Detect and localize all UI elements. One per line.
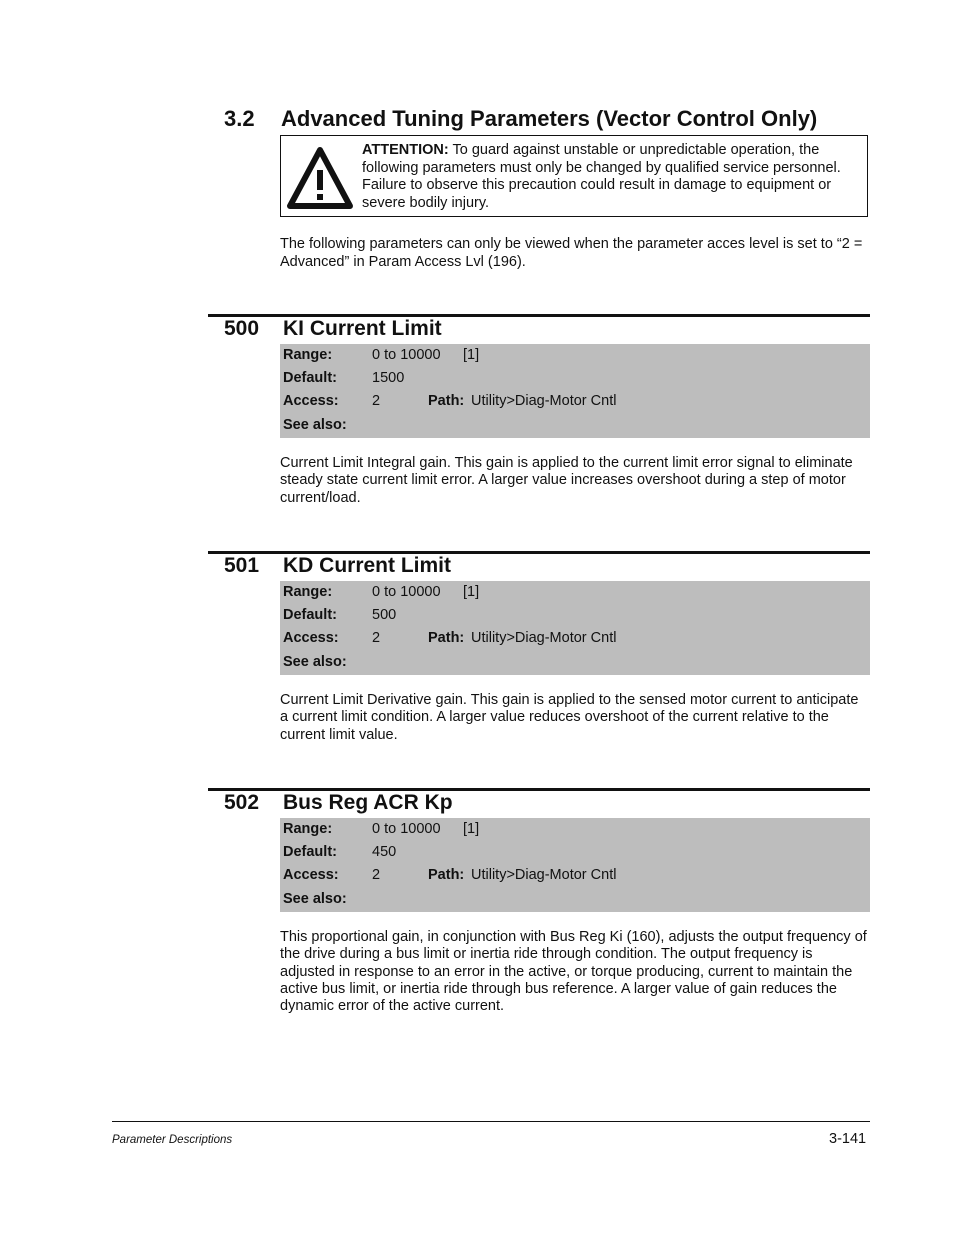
attention-text (362, 142, 862, 212)
range-value: 0 to 10000 (372, 821, 441, 837)
range-units: [1] (463, 347, 480, 363)
access-value: 2 (372, 630, 381, 646)
access-value: 2 (372, 867, 381, 883)
range-label: Range: (283, 584, 333, 600)
path-label: Path: (428, 867, 465, 883)
default-label: Default: (283, 844, 337, 860)
range-value: 0 to 10000 (372, 347, 441, 363)
intro-paragraph: The following parameters can only be viewed when the parameter acces level is set to “2 = Advanced” in Param Access Lvl (196). (280, 236, 863, 270)
parameter-description: This proportional gain, in conjunction with Bus Reg Ki (160), adjusts the output frequency of the drive during a bus limit or inertia ride through condition. The output frequency is adjusted in response to an error in the active, or torque producing, current to maintain the active bus limit, or inertia ride through bus reference. A larger value of gain reduces the dynamic error of the active current. (280, 929, 867, 1015)
footer-section-title: Parameter Descriptions (112, 1134, 233, 1146)
default-value: 1500 (372, 370, 405, 386)
path-label: Path: (428, 630, 465, 646)
parameter-description: Current Limit Integral gain. This gain is applied to the current limit error signal to eliminate steady state current limit error. A larger value increases overshoot during a step of motor current/load. (280, 455, 853, 506)
parameter-info-table (280, 818, 870, 912)
attention-message: To guard against unstable or unpredictable operation, the following parameters must only be changed by qualified service personnel. Failure to observe this precaution could result in damage to equipment or severe bodily injury. (362, 142, 841, 211)
default-label: Default: (283, 607, 337, 623)
see-also-label: See also: (283, 654, 347, 670)
parameter-number: 502 (224, 791, 260, 814)
default-label: Default: (283, 370, 337, 386)
range-units: [1] (463, 821, 480, 837)
range-units: [1] (463, 584, 480, 600)
parameter-name: Bus Reg ACR Kp (283, 791, 453, 814)
access-label: Access: (283, 867, 339, 883)
access-value: 2 (372, 393, 381, 409)
default-value: 450 (372, 844, 397, 860)
footer-rule (112, 1121, 870, 1122)
attention-box (280, 135, 868, 217)
path-value: Utility>Diag-Motor Cntl (471, 393, 617, 409)
parameter-name: KD Current Limit (283, 554, 451, 577)
attention-label: ATTENTION: (362, 142, 449, 158)
access-label: Access: (283, 630, 339, 646)
page-number: 3-141 (829, 1131, 867, 1147)
access-label: Access: (283, 393, 339, 409)
see-also-label: See also: (283, 417, 347, 433)
range-label: Range: (283, 347, 333, 363)
see-also-label: See also: (283, 891, 347, 907)
default-value: 500 (372, 607, 397, 623)
parameter-info-table (280, 344, 870, 438)
warning-triangle-icon (285, 144, 355, 212)
parameter-description: Current Limit Derivative gain. This gain is applied to the sensed motor current to anticipate a current limit condition. A larger value reduces overshoot of the current relative to the current limit value. (280, 692, 859, 743)
range-value: 0 to 10000 (372, 584, 441, 600)
section-title: Advanced Tuning Parameters (Vector Control Only) (281, 106, 818, 131)
parameter-number: 501 (224, 554, 260, 577)
parameter-number: 500 (224, 317, 260, 340)
path-value: Utility>Diag-Motor Cntl (471, 867, 617, 883)
range-label: Range: (283, 821, 333, 837)
parameter-name: KI Current Limit (283, 317, 442, 340)
path-value: Utility>Diag-Motor Cntl (471, 630, 617, 646)
path-label: Path: (428, 393, 465, 409)
section-number: 3.2 (224, 106, 255, 131)
parameter-info-table (280, 581, 870, 675)
